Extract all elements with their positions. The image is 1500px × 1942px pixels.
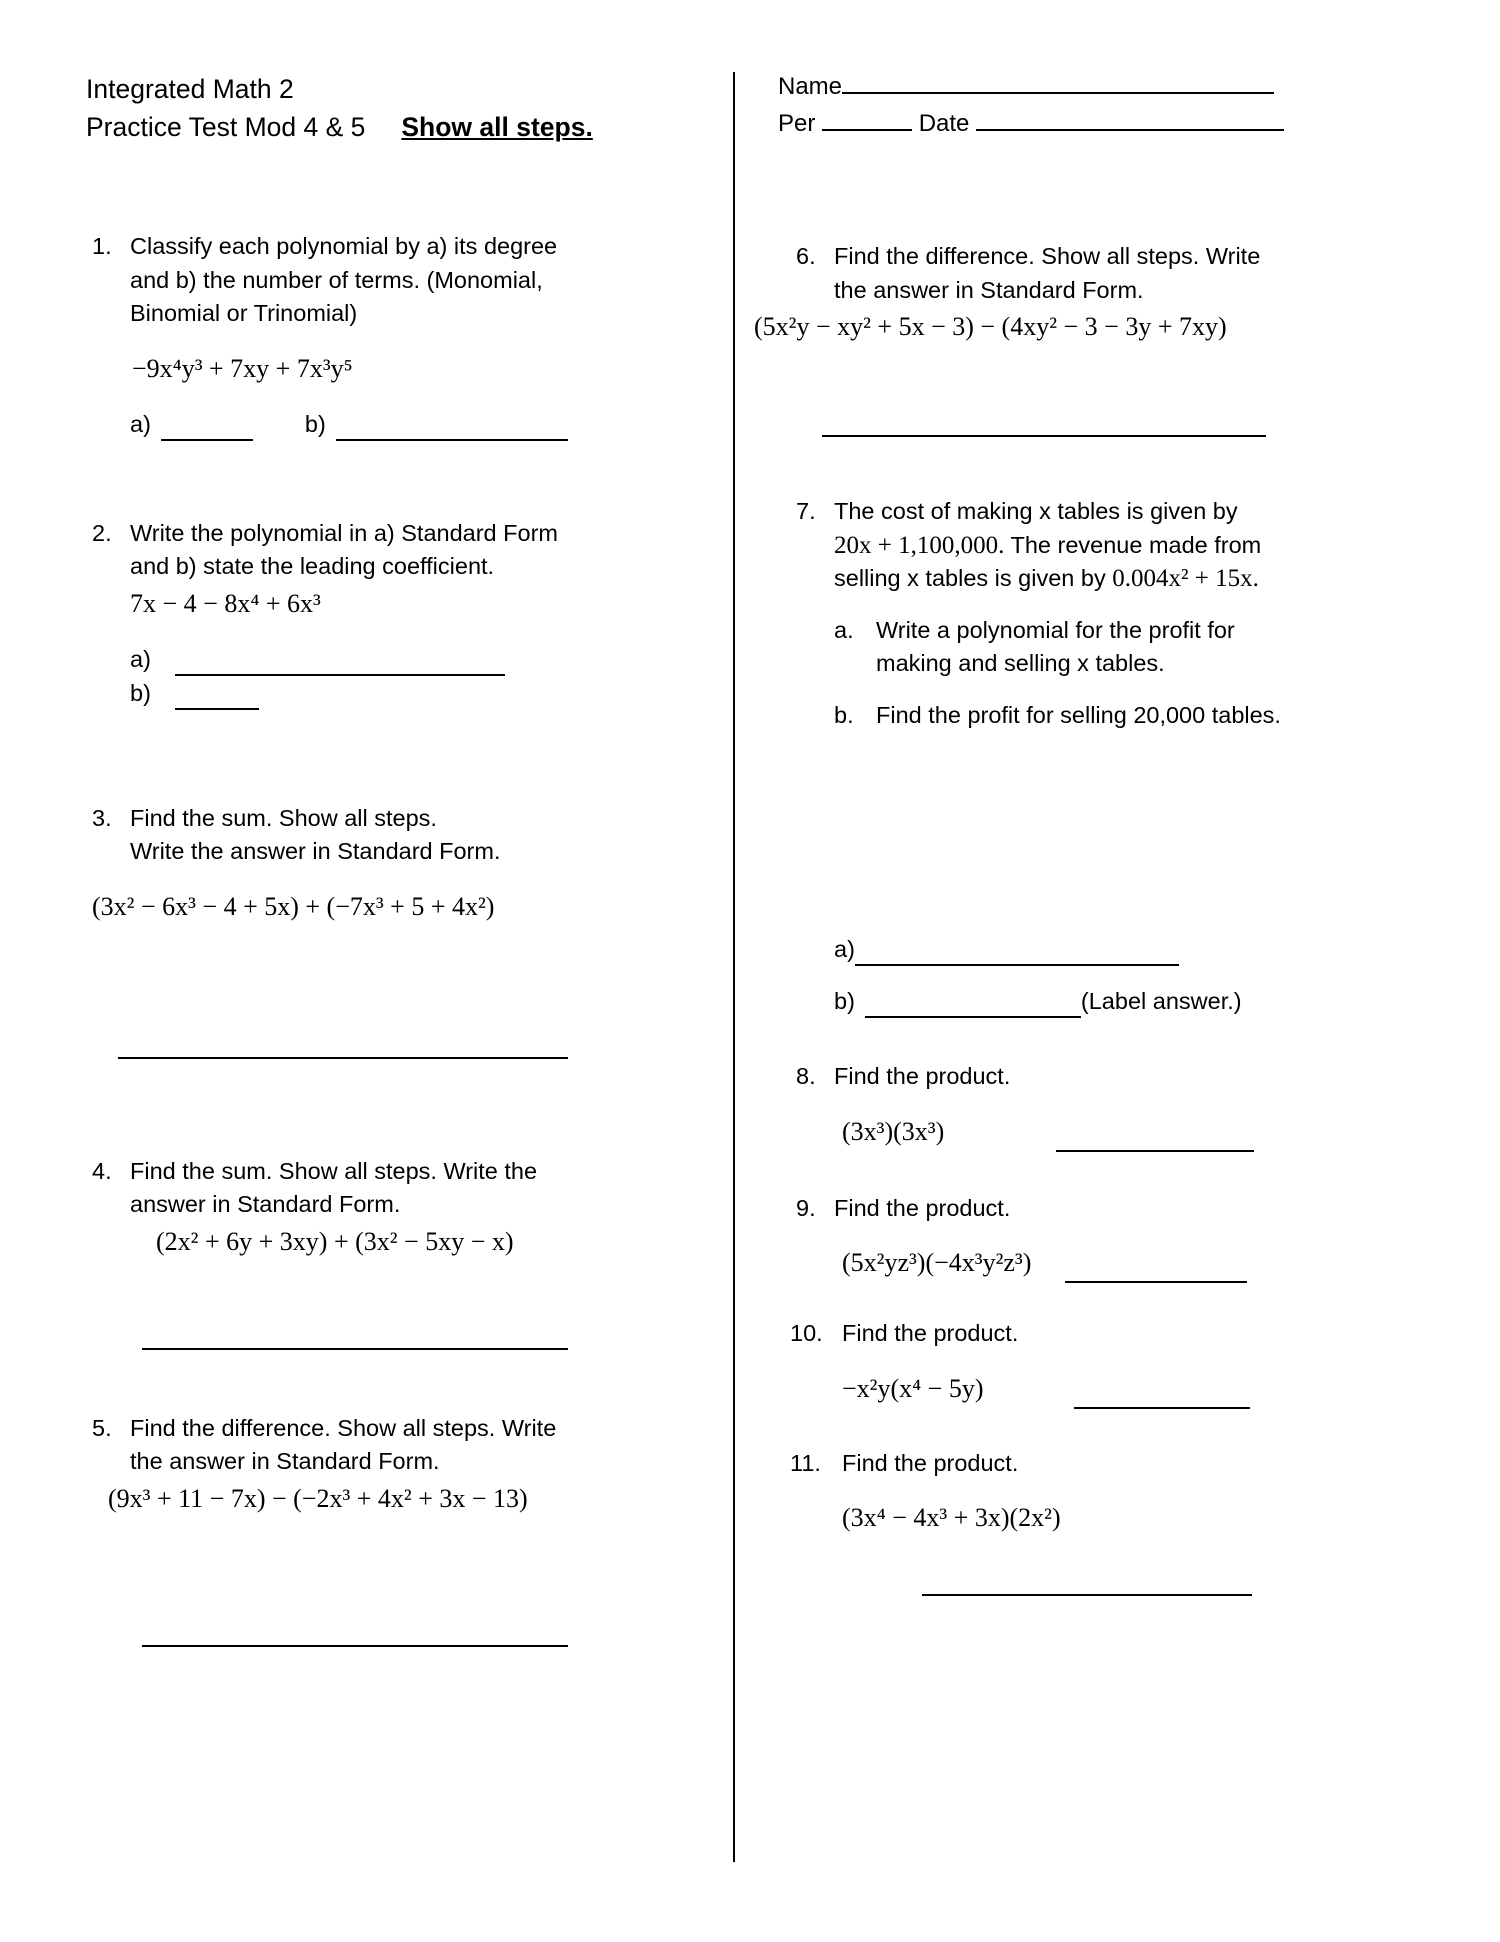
question-1-text-line3: Binomial or Trinomial) [130, 300, 358, 326]
question-9-number: 9. [796, 1194, 816, 1221]
question-1 [86, 230, 706, 441]
header-right [778, 68, 1438, 142]
question-8-text: Find the product. [834, 1063, 1011, 1089]
question-2-answer-b-blank[interactable] [175, 707, 259, 710]
question-7-sub-a-letter: a. [834, 616, 854, 643]
name-input-blank[interactable] [842, 75, 1274, 94]
course-title: Integrated Math 2 [86, 74, 294, 104]
question-11 [790, 1447, 1430, 1597]
question-6-number: 6. [796, 243, 816, 269]
question-7-sub-b-letter: b. [834, 701, 854, 728]
question-8-expression: (3x³)(3x³) [842, 1116, 945, 1146]
per-date-field-row [778, 105, 1438, 142]
question-7-text-line3-pre: selling x tables is given by [834, 565, 1113, 591]
question-7-text-line2-rest: The revenue made from [1004, 531, 1262, 558]
header-left [86, 70, 686, 146]
question-7-number: 7. [796, 498, 816, 524]
question-7-answer-a-label: a) [834, 936, 855, 962]
question-3-expression: (3x² − 6x³ − 4 + 5x) + (−7x³ + 5 + 4x²) [92, 891, 495, 921]
question-3 [86, 802, 706, 1059]
question-5-text-line1: Find the difference. Show all steps. Write [130, 1414, 557, 1441]
question-1-text-line2: and b) the number of terms. (Monomial, [130, 266, 543, 293]
question-7-sub-a-line1: Write a polynomial for the profit for [876, 616, 1235, 643]
question-2-number: 2. [92, 519, 112, 546]
question-2-text-line2: and b) state the leading coefficient. [130, 553, 495, 579]
question-4-text-line1: Find the sum. Show all steps. Write the [130, 1157, 538, 1184]
per-input-blank[interactable] [822, 112, 912, 131]
question-4-expression: (2x² + 6y + 3xy) + (3x² − 5xy − x) [156, 1226, 514, 1256]
question-1-text-line1: Classify each polynomial by a) its degree [130, 233, 558, 259]
question-10-text: Find the product. [842, 1320, 1019, 1346]
per-label: Per [778, 110, 816, 137]
name-label: Name [778, 73, 843, 100]
question-7-answer-b-blank[interactable] [865, 1015, 1081, 1018]
question-2-expression: 7x − 4 − 8x⁴ + 6x³ [130, 588, 321, 618]
question-4-number: 4. [92, 1157, 112, 1184]
question-2 [86, 517, 706, 710]
question-4 [86, 1155, 706, 1350]
left-question-column [86, 230, 706, 1647]
question-9-expression: (5x²yz³)(−4x³y²z³) [842, 1248, 1032, 1277]
question-3-text-line2: Write the answer in Standard Form. [130, 838, 501, 864]
question-7-sub-a [834, 614, 1430, 681]
question-2-text-line1: Write the polynomial in a) Standard Form [130, 519, 558, 546]
question-6-work-blank[interactable] [822, 435, 1266, 437]
question-1-answer-b-blank[interactable] [336, 438, 568, 441]
question-7-text-line2 [834, 529, 1430, 563]
question-11-answer-blank[interactable] [922, 1594, 1252, 1596]
question-1-answer-a-blank[interactable] [161, 438, 253, 441]
question-10 [790, 1317, 1430, 1409]
question-8-number: 8. [796, 1063, 816, 1089]
question-5-number: 5. [92, 1414, 112, 1441]
question-2-answer-a-blank[interactable] [175, 673, 505, 676]
question-11-number: 11. [790, 1449, 821, 1476]
name-field-row [778, 68, 1438, 105]
question-10-number: 10. [790, 1320, 823, 1346]
question-7 [790, 495, 1430, 1018]
question-7-cost-expression: 20x + 1,100,000. [834, 531, 1005, 559]
question-7-sub-b [834, 699, 1430, 733]
column-divider [733, 72, 735, 1862]
question-10-answer-blank[interactable] [1074, 1406, 1250, 1409]
question-1-expression: −9x⁴y³ + 7xy + 7x³y⁵ [132, 353, 353, 383]
question-9-text: Find the product. [834, 1194, 1011, 1221]
question-6 [754, 240, 1430, 437]
question-1-number: 1. [92, 233, 112, 259]
question-5-work-blank[interactable] [142, 1645, 568, 1647]
question-10-expression: −x²y(x⁴ − 5y) [842, 1373, 984, 1403]
question-3-work-blank[interactable] [118, 1057, 568, 1059]
question-8-answer-blank[interactable] [1056, 1149, 1254, 1152]
date-label: Date [918, 110, 970, 137]
question-1-answer-b-label: b) [304, 410, 326, 437]
question-7-sub-a-line2: making and selling x tables. [876, 650, 1165, 676]
question-8 [790, 1060, 1430, 1152]
question-3-text-line1: Find the sum. Show all steps. [130, 804, 437, 831]
question-6-expression: (5x²y − xy² + 5x − 3) − (4xy² − 3 − 3y + 7xy) [754, 312, 1227, 341]
test-title-row [86, 108, 686, 146]
question-7-answer-a-blank[interactable] [855, 963, 1179, 966]
question-2-answer-b-label: b) [130, 679, 151, 706]
question-1-answer-a-label: a) [130, 410, 151, 437]
question-9 [790, 1192, 1430, 1284]
worksheet-header [0, 0, 1500, 175]
question-11-expression: (3x⁴ − 4x³ + 3x)(2x²) [842, 1503, 1061, 1532]
question-5-text-line2: the answer in Standard Form. [130, 1448, 440, 1474]
question-6-text-line2: the answer in Standard Form. [834, 276, 1144, 303]
question-7-text-line1: The cost of making x tables is given by [834, 498, 1238, 524]
question-9-answer-blank[interactable] [1065, 1280, 1247, 1283]
question-7-text-line3 [834, 562, 1430, 596]
test-title: Practice Test Mod 4 & 5 [86, 112, 366, 142]
question-6-text-line1: Find the difference. Show all steps. Write [834, 243, 1261, 269]
question-2-answer-a-label: a) [130, 645, 151, 672]
question-7-answer-b-label: b) [834, 988, 855, 1014]
question-5-expression: (9x³ + 11 − 7x) − (−2x³ + 4x² + 3x − 13) [108, 1483, 528, 1513]
question-3-number: 3. [92, 804, 112, 831]
right-question-column [754, 240, 1430, 1596]
question-7-revenue-expression: 0.004x² + 15x. [1112, 565, 1259, 592]
question-4-work-blank[interactable] [142, 1348, 568, 1350]
question-11-text: Find the product. [842, 1449, 1019, 1476]
question-4-text-line2: answer in Standard Form. [130, 1191, 401, 1217]
date-input-blank[interactable] [976, 112, 1284, 131]
show-all-steps-note: Show all steps. [401, 112, 593, 142]
question-7-answer-b-note: (Label answer.) [1080, 988, 1242, 1014]
question-5 [86, 1412, 706, 1647]
question-7-sub-b-text: Find the profit for selling 20,000 tables. [876, 701, 1281, 728]
